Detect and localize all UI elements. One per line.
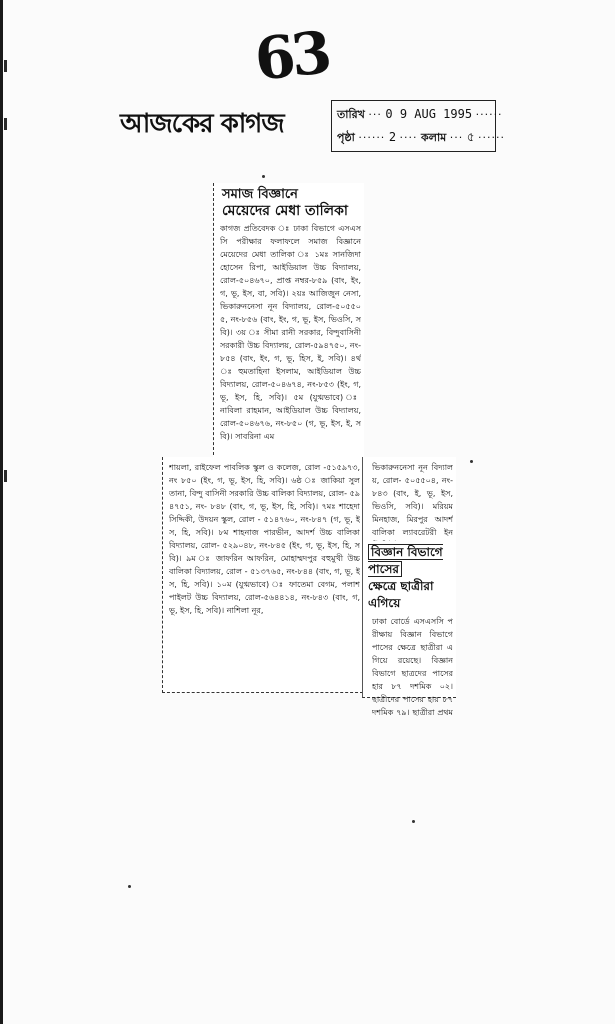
scan-speck <box>262 175 265 178</box>
stamp-column-value: ৫ <box>466 130 475 144</box>
scan-speck <box>412 820 415 823</box>
stamp-page-value: 2 <box>388 130 397 144</box>
date-stamp <box>331 100 506 152</box>
article2-headline-line2: ক্ষেত্রে ছাত্রীরা এগিয়ে <box>368 579 434 610</box>
scan-mark <box>4 470 7 482</box>
article1-body-right-column: ভিকারুননেসা নূন বিদ্যালয়, রোল- ৫০৫৫০৪, নং-৮৪৩ (বাং, ই, ভূ, ইস, ভিওসি, সবি)। মরিয়ম মিনহাজ, মিরপুর আদর্শ বালিকা ল্যাবরেটরী ইন <box>372 463 453 537</box>
article1-body: কাগজ প্রতিবেদক ঃ ঢাকা বিভাগে এসএসসি পরীক্ষার ফলাফলে সমাজ বিজ্ঞানে মেয়েদের মেধা তালিকা ঃ ১মঃ সানজিদা হোসেন রিপা, আইডিয়াল উচ্চ বিদ্যালয়, রোল-৫০৪৬৭০, প্রাপ্ত নম্বর-৮৫৯ (বাং, ইং, গ, ভূ, ইস, বা, সবি)। ২য়ঃ আজিজুন নেসা, ভিকারুননেসা নূন বিদ্যালয়, রোল-৫০৫৫০৫, নং-৮৫৬ (বাং, ইং, গ, ভূ, ইস, ভিওসি, সবি)। ৩য় ঃ সীমা রানী সরকার, বিন্দুবাসিনী সরকারী উচ্চ বিদ্যালয়, রোল-৫৯৪৭৫০, নং- ৮৫৪ (বাং, ইং, গ, ভূ, হিস, ই, সবি)। ৪র্থ ঃ হুমতাহিনা ইসলাম, আইডিয়াল উচ্চ বিদ্যালয়, রোল-৫০৪৬৭৪, নং-৮৫৩ (ইং, গ, ভূ, ইস, হি, সবি)। ৫ম (যুগ্মভাবে) ঃ নাবিলা রাহমান, আইডিয়াল উচ্চ বিদ্যালয়, রোল-৫০৪৬৭৬, নং-৮৫০ (গ, ভূ, ইস, ই, সবি)। সাবরিনা এম <box>220 224 361 441</box>
stamp-date-value: 0 9 AUG 1995 <box>385 107 473 121</box>
stamp-date-row: তারিখ ··· 0 9 AUG 1995 ······ <box>337 107 503 121</box>
article1-headline-line1: সমাজ বিজ্ঞানে <box>222 187 298 202</box>
article2-headline <box>368 544 454 612</box>
stamp-date-label: তারিখ <box>337 108 365 121</box>
clipping-science-division <box>362 457 456 717</box>
stamp-page-label: পৃষ্ঠা <box>337 131 355 144</box>
clipping-merit-list <box>213 183 364 465</box>
handwritten-page-number: 63 <box>251 18 332 94</box>
stamp-page-row: পৃষ্ঠা ······ 2 ···· কলাম ··· ৫ ······ <box>337 130 506 144</box>
scan-mark <box>4 60 7 72</box>
clipping-merit-list-continued <box>162 457 363 693</box>
scan-edge <box>0 0 3 1024</box>
scan-speck <box>470 460 473 463</box>
article1-headline-line2: মেয়েদের মেধা তালিকা <box>222 203 348 219</box>
article2-headline-line1: বিজ্ঞান বিভাগে পাসের <box>368 545 443 576</box>
article1-body-continued: শায়লা, রাইফেল পাবলিক স্কুল ও কলেজ, রোল -৫১৫৯৭৩, নং ৮৫০ (ইং, গ, ভূ, ইস, হি, সবি)। ৬ষ্ঠ ঃ জাকিয়া সুলতানা, বিন্দু বাসিনী সরকারি উচ্চ বালিকা বিদ্যালয়, রোল- ৫৯৪৭৫১, নং- ৮৪৮ (বাং, গ, ভূ, ইস, হি, সবি)। ৭মঃ শাহেদা সিদ্দিকী, উদয়ন স্কুল, রোল - ৫১৪৭৬০, নং-৮৪৭ (গ, ভূ, ইস, হি, সবি)। ৮ম শাহনাজ পারভীন, আদর্শ উচ্চ বালিকা বিদ্যালয়, রোল- ৫২৯০৪৮, নং-৮৪৫ (ইং, গ, ভূ, ইস, হি, সবি)। ৯ম ঃ জাফরিন আফরিন, মোহাম্মদপুর বহুমুখী উচ্চ বালিকা বিদ্যালয়, রোল - ৫১৩৭৬৫, নং-৮৪৪ (বাং, গ, ভূ, ইস, হি, সবি)। ১০ম (যুগ্মভাবে) ঃ ফাতেমা বেগম, পলাশ পাইলট উচ্চ বিদ্যালয়, রোল-৫৬৪৪১৪, নং-৮৪৩ (বাং, গ, ভূ, ইস, হি, সবি)। নাশিলা নূর, <box>169 463 360 615</box>
stamp-column-label: কলাম <box>421 131 447 144</box>
scan-speck <box>128 885 131 888</box>
newspaper-masthead: আজকের কাগজ <box>120 109 284 139</box>
article2-body: ঢাকা বোর্ডে এসএসসি পরীক্ষায় বিজ্ঞান বিভাগে পাসের ক্ষেত্রে ছাত্রীরা এগিয়ে রয়েছে। বিজ্ঞান বিভাগে ছাত্রদের পাসের হার ৮৭ দশমিক ০২। ছাত্রীদের পাসের হার ৮৭ দশমিক ৭৯। ছাত্রীরা প্রথম <box>372 617 453 717</box>
scan-mark <box>4 118 7 130</box>
